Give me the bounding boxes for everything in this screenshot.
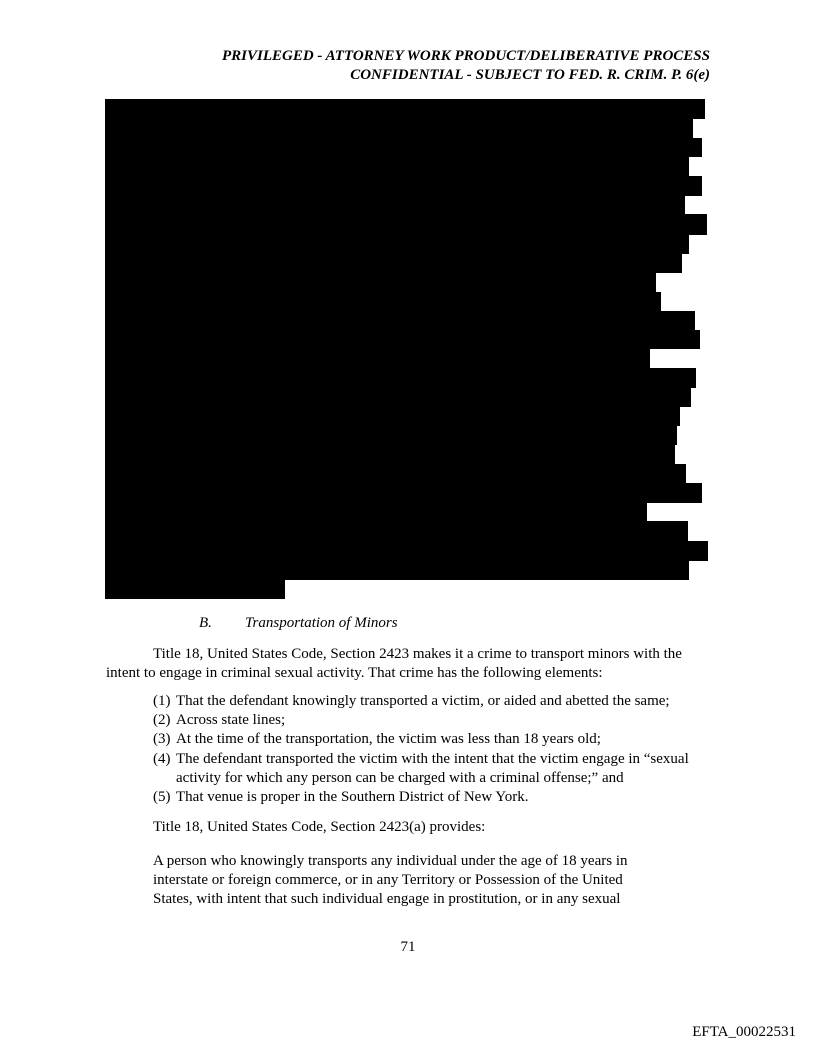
list-item xyxy=(153,788,713,807)
redaction-bar xyxy=(105,561,689,580)
section-letter: B. xyxy=(199,615,212,631)
privilege-header-line-2: CONFIDENTIAL - SUBJECT TO FED. R. CRIM. P. 6(e) xyxy=(350,67,710,83)
page-number: 71 xyxy=(400,939,416,955)
redaction-bar xyxy=(105,254,682,273)
section-title: Transportation of Minors xyxy=(245,615,398,631)
redaction-bar xyxy=(105,311,695,330)
list-item-text: That venue is proper in the Southern District of New York. xyxy=(176,789,529,806)
redaction-bar xyxy=(105,196,685,214)
redaction-bar xyxy=(105,214,707,235)
redaction-bar xyxy=(105,368,696,388)
redaction-bar xyxy=(105,521,688,541)
elements-list xyxy=(153,692,713,807)
list-item xyxy=(153,750,713,788)
list-item-text: The defendant transported the victim with the intent that the victim engage in “sexual activity for which any person can be charged with a criminal offense;” and xyxy=(176,750,689,786)
list-item-text: That the defendant knowingly transported a victim, or aided and abetted the same; xyxy=(176,693,670,709)
redaction-bar xyxy=(105,407,680,426)
list-item-number: (5) xyxy=(153,789,171,806)
privilege-header-line-1: PRIVILEGED - ATTORNEY WORK PRODUCT/DELIBERATIVE PROCESS xyxy=(221,48,710,64)
redaction-bar xyxy=(105,483,702,503)
redaction-bar xyxy=(105,138,702,157)
bates-number: EFTA_00022531 xyxy=(692,1024,796,1040)
list-item-text: At the time of the transportation, the victim was less than 18 years old; xyxy=(176,731,601,748)
redaction-bar xyxy=(105,292,661,311)
list-item-text: Across state lines; xyxy=(176,712,286,729)
redaction-bar xyxy=(105,99,705,119)
redaction-bar xyxy=(105,464,686,483)
list-item xyxy=(153,711,713,730)
redaction-bar xyxy=(105,580,285,599)
privilege-header xyxy=(222,47,710,85)
redaction-bar xyxy=(105,503,647,521)
section-heading xyxy=(199,614,398,633)
list-item-number: (3) xyxy=(153,731,171,748)
provision-intro: Title 18, United States Code, Section 2423(a) provides: xyxy=(153,819,486,835)
statute-quote: A person who knowingly transports any individual under the age of 18 years in interstate or foreign commerce, or in any Territory or Possession of the United States, with intent that such individual engage in prostitution, or in any sexual xyxy=(153,853,628,908)
intro-paragraph: Title 18, United States Code, Section 2423 makes it a crime to transport minors with the intent to engage in criminal sexual activity. That crime has the following elements: xyxy=(106,646,682,681)
list-item xyxy=(153,692,713,711)
list-item-number: (2) xyxy=(153,712,171,729)
redaction-bar xyxy=(105,330,700,349)
redaction-bar xyxy=(105,541,708,561)
redaction-bar xyxy=(105,235,689,254)
redaction-bar xyxy=(105,349,650,368)
redaction-bar xyxy=(105,176,702,196)
redaction-bar xyxy=(105,388,691,407)
redaction-bar xyxy=(105,157,689,176)
list-item-number: (1) xyxy=(153,693,171,709)
redaction-bar xyxy=(105,445,675,464)
redaction-bar xyxy=(105,426,677,445)
list-item xyxy=(153,730,713,749)
list-item-number: (4) xyxy=(153,750,171,767)
redaction-bar xyxy=(105,273,656,292)
redaction-bar xyxy=(105,119,693,138)
